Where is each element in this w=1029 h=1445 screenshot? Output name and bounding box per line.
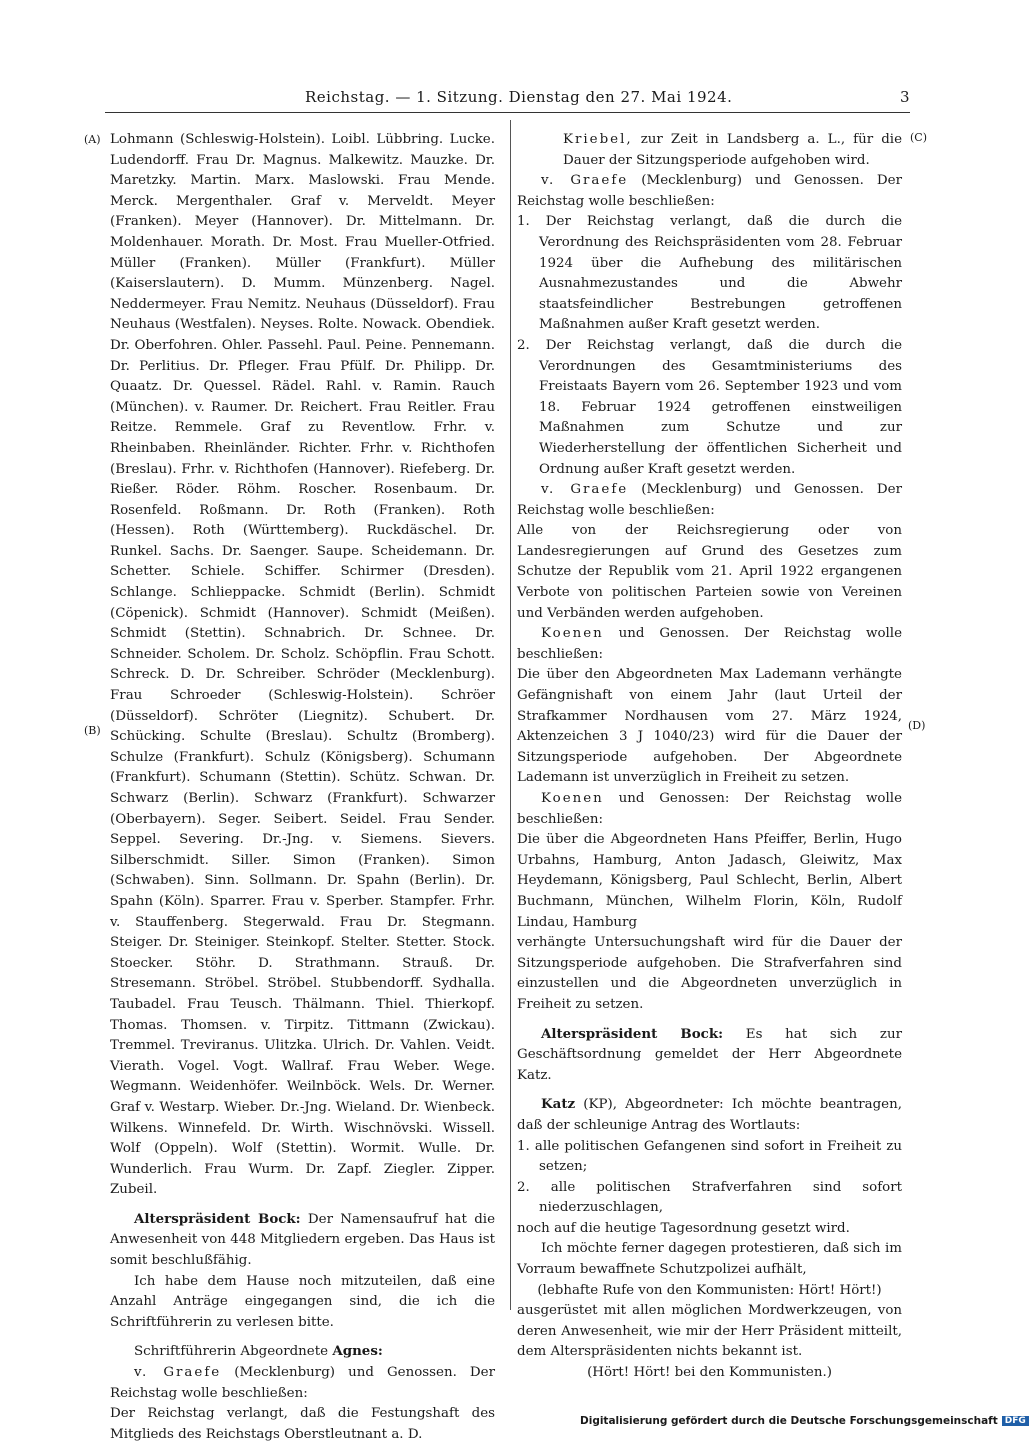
motion-item-1: 1. Der Reichstag verlangt, daß die durch die Verordnung des Reichspräsidenten vom 28. Februar 1924 über die Aufhebung des militärischen Ausnahmezustandes und die Abwehr staatsfeindlicher Bestrebungen getroffenen Maßnahmen außer Kraft gesetzt werden. — [517, 214, 902, 333]
motion-item-2: 2. Der Reichstag verlangt, daß die durch die Verordnungen des Gesamtministeriums des Freistaats Bayern vom 26. September 1923 und vom 18. Februar 1924 getroffenen einstweiligen Maßnahmen zum Schutze und zur Wiederherstellung der öffentlichen Sicherheit und Ordnung außer Kraft gesetzt werden. — [517, 337, 902, 477]
paragraph-detention: verhängte Untersuchungshaft wird für die Dauer der Sitzungsperiode aufgehoben. Die Strafverfahren sind einzustellen und die Abgeordneten unverzüglich in Freiheit zu setzen. — [517, 935, 902, 1012]
paragraph-secretary: Schriftführerin Abgeordnete Agnes: — [134, 1343, 383, 1360]
margin-label-d: (D) — [908, 719, 926, 732]
column-divider — [510, 120, 511, 1310]
katz-item-2: 2. alle politischen Strafverfahren sind sofort niederzuschlagen, — [517, 1179, 902, 1216]
paragraph-motion-graefe-3: v. Graefe (Mecklenburg) und Genossen. Der Reichstag wolle beschließen: — [517, 482, 902, 518]
page-number: 3 — [899, 88, 910, 106]
paragraph-lademann: Die über den Abgeordneten Max Lademann verhängte Gefängnishaft von einem Jahr (laut Urteil der Strafkammer Nordhausen vom 27. März 1924, Aktenzeichen 3 J 1040/23) wird für die Dauer der Sitzungsperiode aufgehoben. Der Abgeordnete Lademann ist unverzüglich in Freiheit zu setzen. — [517, 667, 902, 786]
page-title: Reichstag. — 1. Sitzung. Dienstag den 27. Mai 1924. — [305, 88, 733, 106]
speaker-label: Alterspräsident Bock: — [134, 1210, 301, 1227]
secretary-name: Agnes: — [332, 1343, 383, 1360]
footer-credit — [580, 1415, 1026, 1427]
paragraph-ban-lift: Alle von der Reichsregierung oder von Landesregierungen auf Grund des Gesetzes zum Schutze der Republik vom 21. April 1922 ergangenen Verbote von politischen Parteien sowie von Vereinen und Verbänden werden aufgehoben. — [517, 523, 902, 621]
paragraph-motion-text: Der Reichstag verlangt, daß die Festungshaft des Mitglieds des Reichstags Oberstleutnant a. D. — [110, 1406, 495, 1442]
paragraph-deputies-list: Die über die Abgeordneten Hans Pfeiffer, Berlin, Hugo Urbahns, Hamburg, Anton Jadasch, Gleiwitz, Max Heydemann, Königsberg, Paul Schlecht, Berlin, Albert Buchmann, München, Wilhelm Florin, Köln, Rudolf Lindau, Hamburg — [517, 832, 902, 930]
katz-item-1: 1. alle politischen Gefangenen sind sofort in Freiheit zu setzen; — [517, 1138, 902, 1175]
paragraph-agenda: noch auf die heutige Tagesordnung gesetzt wird. — [517, 1220, 850, 1236]
paragraph-katz: Katz (KP), Abgeordneter: Ich möchte beantragen, daß der schleunige Antrag des Wortlauts: — [517, 1096, 902, 1133]
right-column — [517, 130, 902, 1384]
left-column — [110, 130, 495, 1445]
dfg-logo: DFG — [1002, 1416, 1029, 1426]
paragraph-kriebel: Kriebel, zur Zeit in Landsberg a. L., für die Dauer der Sitzungsperiode aufgehoben wird. — [563, 132, 902, 168]
paragraph-motion-koenen: Koenen und Genossen. Der Reichstag wolle beschließen: — [517, 626, 902, 662]
paragraph-weapons: ausgerüstet mit allen möglichen Mordwerkzeugen, von deren Anwesenheit, wie mir der Herr Präsident mitteilt, dem Alterspräsidenten nichts bekannt ist. — [517, 1303, 902, 1360]
running-header — [110, 88, 910, 110]
attendance-names: Lohmann (Schleswig-Holstein). Loibl. Lübbring. Lucke. Ludendorff. Frau Dr. Magnus. Malkewitz. Mauzke. Dr. Maretzky. Martin. Marx. Maslowski. Frau Mende. Merck. Mergenthaler. Graf v. Merveldt. Meyer (Franken). Meyer (Hannover). Dr. Mittelmann. Dr. Moldenhauer. Morath. Dr. Most. Frau Mueller-Otfried. Müller (Franken). Müller (Frankfurt). Müller (Kaiserslautern). D. Mumm. Münzenberg. Nagel. Neddermeyer. Frau Nemitz. Neuhaus (Düsseldorf). Frau Neuhaus (Westfalen). Neyses. Rolte. Nowack. Obendiek. Dr. Oberfohren. Ohler. Passehl. Paul. Peine. Pennemann. Dr. Perlitius. Dr. Pfleger. Frau Pfülf. Dr. Philipp. Dr. Quaatz. Dr. Quessel. Rädel. Rahl. v. Ramin. Rauch (München). v. Raumer. Dr. Reichert. Frau Reitler. Frau Reitze. Remmele. Graf zu Reventlow. Frhr. v. Rheinbaben. Rheinländer. Richter. Frhr. v. Richthofen (Breslau). Frhr. v. Richthofen (Hannover). Riefeberg. Dr. Rießer. Röder. Röhm. Roscher. Rosenbaum. Dr. Rosenfeld. Roßmann. Dr. Roth (Franken). Roth (Hessen). Roth (Württemberg). Ruckdäschel. Dr. Runkel. Sachs. Dr. Saenger. Saupe. Scheidemann. Dr. Schetter. Schiele. Schiffer. Schirmer (Dresden). Schlange. Schlieppacke. Schmidt (Berlin). Schmidt (Cöpenick). Schmidt (Hannover). Schmidt (Meißen). Schmidt (Stettin). Schnabrich. Dr. Schnee. Dr. Schneider. Scholem. Dr. Scholz. Schöpflin. Frau Schott. Schreck. D. Dr. Schreiber. Schröder (Mecklenburg). Frau Schroeder (Schleswig-Holstein). Schröer (Düsseldorf). Schröter (Liegnitz). Schubert. Dr. Schücking. Schulte (Breslau). Schultz (Bromberg). Schulze (Frankfurt). Schulz (Königsberg). Schumann (Frankfurt). Schumann (Stettin). Schütz. Schwan. Dr. Schwarz (Berlin). Schwarz (Frankfurt). Schwarzer (Oberbayern). Seger. Seibert. Seidel. Frau Sender. Seppel. Severing. Dr.-Jng. v. Siemens. Sievers. Silberschmidt. Siller. Simon (Franken). Simon (Schwaben). Sinn. Sollmann. Dr. Spahn (Berlin). Dr. Spahn (Köln). Sparrer. Frau v. Sperber. Stampfer. Frhr. v. Stauffenberg. Stegerwald. Frau Dr. Stegmann. Steiger. Dr. Steiniger. Steinkopf. Stelter. Stetter. Stock. Stoecker. Stöhr. D. Strathmann. Strauß. Dr. Stresemann. Ströbel. Ströbel. Stubbendorff. Sydhalla. Taubadel. Frau Teusch. Thälmann. Thiel. Thierkopf. Thomas. Thomsen. v. Tirpitz. Tittmann (Zwickau). Tremmel. Treviranus. Ulitzka. Ulrich. Dr. Vahlen. Veidt. Vierath. Vogel. Vogt. Wallraf. Frau Weber. Wege. Wegmann. Weidenhöfer. Weilnböck. Wels. Dr. Werner. Graf v. Westarp. Wieber. Dr.-Jng. Wieland. Dr. Wienbeck. Wilkens. Winnefeld. Dr. Wirth. Wischnövski. Wissell. Wolf (Oppeln). Wolf (Stettin). Wormit. Wulle. Dr. Wunderlich. Frau Wurm. Dr. Zapf. Ziegler. Zipper. Zubeil. — [110, 132, 495, 1198]
paragraph-motion-koenen-2: Koenen und Genossen: Der Reichstag wolle beschließen: — [517, 791, 902, 827]
margin-label-b: (B) — [84, 724, 101, 737]
paragraph-motions-notice: Ich habe dem Hause noch mitzuteilen, daß eine Anzahl Anträge eingegangen sind, die ich die Schriftführerin zu verlesen bitte. — [110, 1273, 495, 1330]
paragraph-quorum: Alterspräsident Bock: Der Namensaufruf hat die Anwesenheit von 448 Mitgliedern ergeben. Das Haus ist somit beschlußfähig. — [110, 1210, 495, 1269]
header-rule — [105, 112, 910, 113]
paragraph-bock: Alterspräsident Bock: Es hat sich zur Geschäftsordnung gemeldet der Herr Abgeordnete Katz. — [517, 1025, 902, 1083]
interjection-1: (lebhafte Rufe von den Kommunisten: Hört! Hört!) — [537, 1282, 882, 1298]
footer-text: Digitalisierung gefördert durch die Deutsche Forschungsgemeinschaft — [580, 1415, 998, 1427]
margin-label-c: (C) — [910, 131, 927, 144]
paragraph-motion-graefe-2: v. Graefe (Mecklenburg) und Genossen. Der Reichstag wolle beschließen: — [517, 173, 902, 209]
paragraph-motion-graefe: v. Graefe (Mecklenburg) und Genossen. Der Reichstag wolle beschließen: — [110, 1365, 495, 1401]
margin-label-a: (A) — [84, 133, 101, 146]
paragraph-protest: Ich möchte ferner dagegen protestieren, daß sich im Vorraum bewaffnete Schutzpolizei aufhält, — [517, 1241, 902, 1278]
interjection-2: (Hört! Hört! bei den Kommunisten.) — [587, 1365, 832, 1381]
